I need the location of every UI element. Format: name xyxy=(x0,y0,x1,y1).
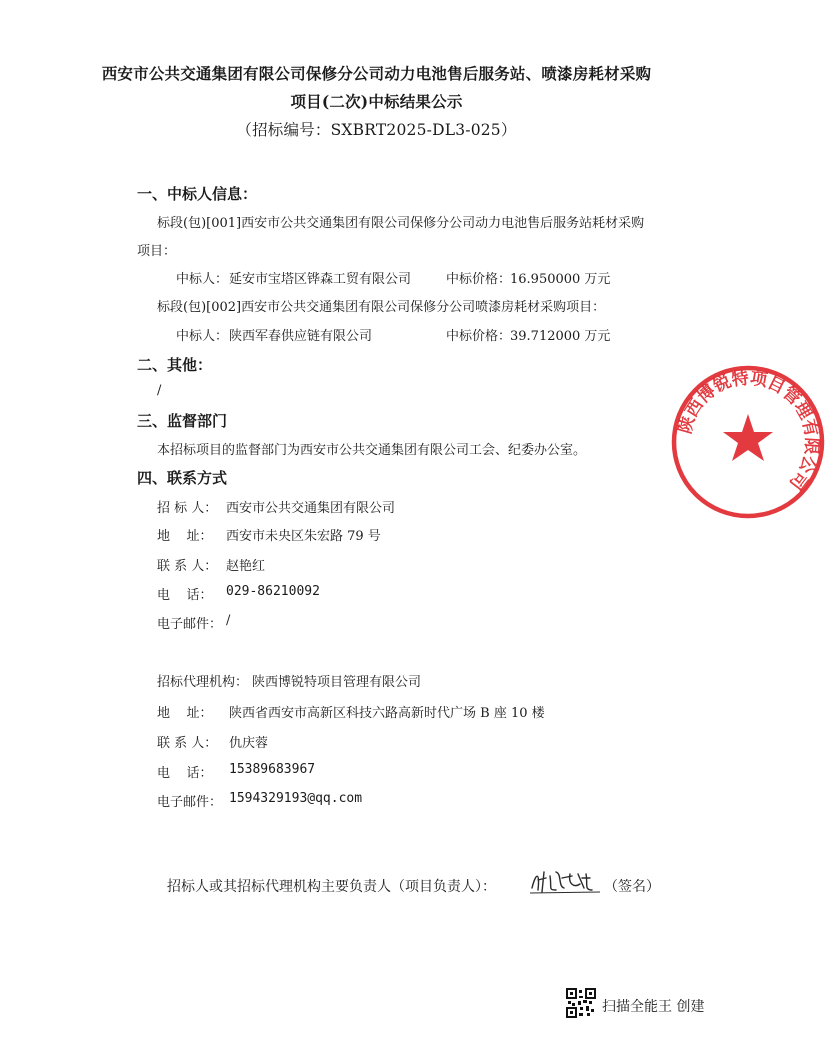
lot-1-line-2: 项目： xyxy=(137,244,177,259)
section-2-heading: 二、其他： xyxy=(137,356,213,374)
agency-label: 招标代理机构： xyxy=(157,675,249,690)
section-3-heading: 三、监督部门 xyxy=(137,412,228,430)
handwritten-signature xyxy=(528,866,604,896)
tender-number: （招标编号：SXBRT2025-DL3-025） xyxy=(236,121,517,139)
phone: 029-86210092 xyxy=(226,584,320,599)
agency-contact-label: 联 系 人： xyxy=(157,736,218,751)
lot-2-winner: 陕西军春供应链有限公司 xyxy=(229,329,373,344)
section-2-content: / xyxy=(157,383,162,398)
qr-code-icon xyxy=(566,988,596,1018)
agency-address: 陕西省西安市高新区科技六路高新时代广场 B 座 10 楼 xyxy=(229,706,545,721)
agency-phone-label: 电 话： xyxy=(157,766,213,781)
lot-1-price-label: 中标价格： xyxy=(446,272,512,287)
agency-contact: 仇庆蓉 xyxy=(229,736,269,751)
lot-2-price-label: 中标价格： xyxy=(446,329,512,344)
official-seal-stamp xyxy=(668,362,828,522)
section-3-content: 本招标项目的监督部门为西安市公共交通集团有限公司工会、纪委办公室。 xyxy=(157,443,587,458)
email-label: 电子邮件： xyxy=(157,617,223,632)
signature-suffix: （签名） xyxy=(604,879,660,895)
lot-2-winner-label: 中标人： xyxy=(176,329,229,344)
tenderer-label: 招 标 人： xyxy=(157,501,218,516)
lot-1-winner-label: 中标人： xyxy=(176,272,229,287)
tenderer: 西安市公共交通集团有限公司 xyxy=(226,501,396,516)
stamp-star-icon xyxy=(723,414,773,461)
section-1-heading: 一、中标人信息： xyxy=(137,185,258,203)
agency-address-label: 地 址： xyxy=(157,706,213,721)
signature-text: 招标人或其招标代理机构主要负责人（项目负责人）： xyxy=(167,879,496,895)
title-line-2: 项目(二次)中标结果公示 xyxy=(290,92,463,111)
lot-1-price: 16.950000 万元 xyxy=(510,272,611,287)
section-4-heading: 四、联系方式 xyxy=(137,469,228,487)
agency-email-label: 电子邮件： xyxy=(157,795,223,810)
agency: 陕西博锐特项目管理有限公司 xyxy=(252,675,422,690)
contact-label: 联 系 人： xyxy=(157,559,218,574)
agency-email: 1594329193@qq.com xyxy=(229,791,363,806)
phone-label: 电 话： xyxy=(157,588,213,603)
lot-2-line: 标段(包)[002]西安市公共交通集团有限公司保修分公司喷漆房耗材采购项目： xyxy=(157,300,606,315)
lot-2-price: 39.712000 万元 xyxy=(510,329,611,344)
address: 西安市未央区朱宏路 79 号 xyxy=(226,529,381,544)
scanner-watermark: 扫描全能王 创建 xyxy=(602,999,705,1015)
title-line-1: 西安市公共交通集团有限公司保修分公司动力电池售后服务站、喷漆房耗材采购 xyxy=(101,64,652,83)
email: / xyxy=(226,613,231,628)
lot-1-line-1: 标段(包)[001]西安市公共交通集团有限公司保修分公司动力电池售后服务站耗材采购 xyxy=(157,216,645,231)
stamp-text: 陕西博锐特项目管理有限公司 xyxy=(675,368,822,494)
address-label: 地 址： xyxy=(157,529,213,544)
contact: 赵艳红 xyxy=(226,559,266,574)
lot-1-winner: 延安市宝塔区铧森工贸有限公司 xyxy=(229,272,412,287)
agency-phone: 15389683967 xyxy=(229,762,316,777)
